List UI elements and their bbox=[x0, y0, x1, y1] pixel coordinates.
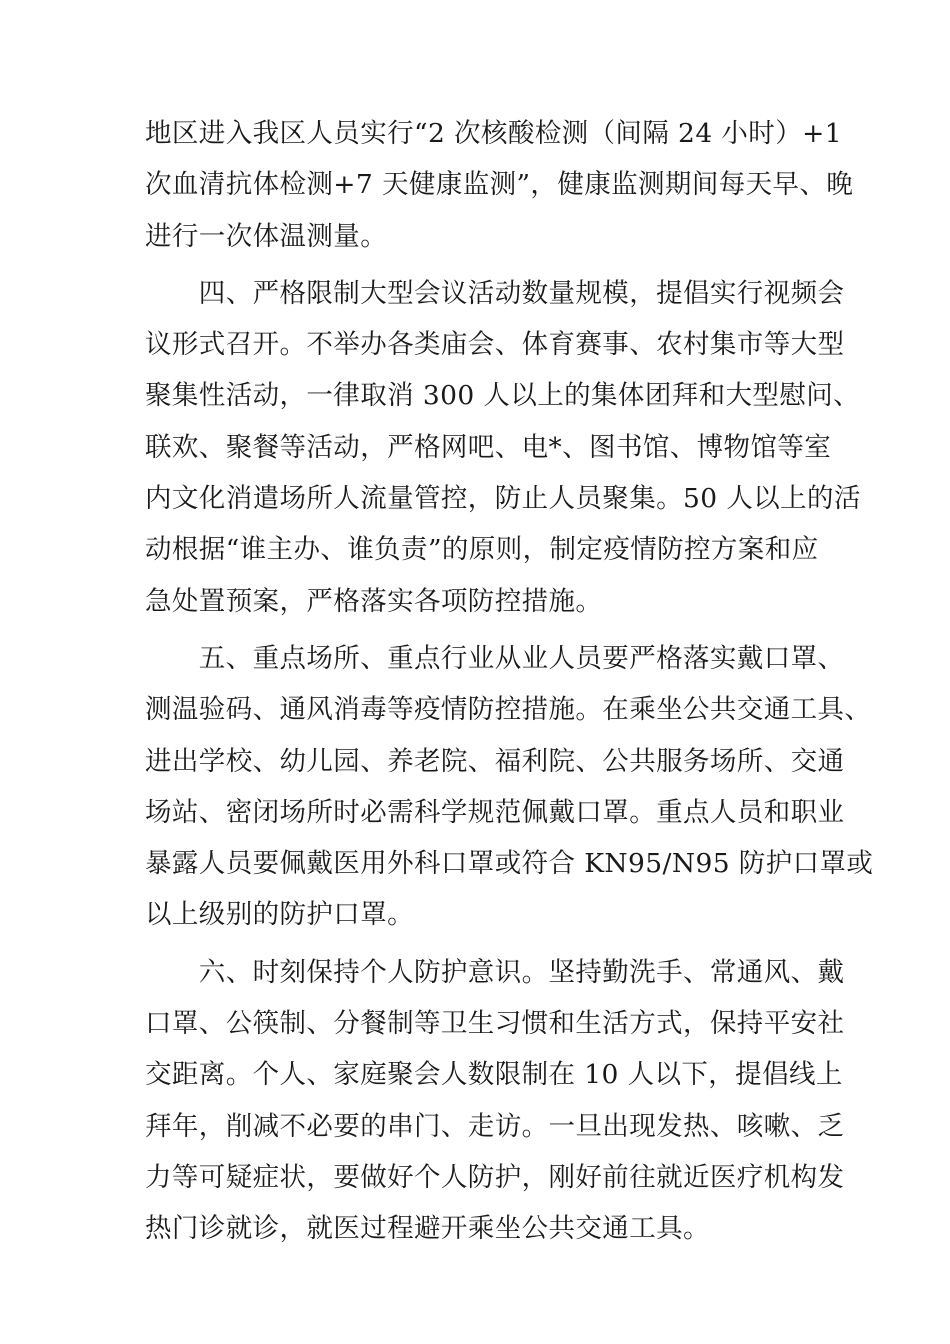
text-line: 聚集性活动，一律取消 300 人以上的集体团拜和大型慰问、 bbox=[145, 380, 861, 412]
paragraph-continued bbox=[145, 108, 854, 262]
text-line: 力等可疑症状，要做好个人防护，刚好前往就近医疗机构发 bbox=[145, 1161, 845, 1193]
text-line: 进出学校、幼儿园、养老院、福利院、公共服务场所、交通 bbox=[145, 745, 845, 777]
document-body bbox=[145, 108, 874, 1255]
text-line: 拜年，削减不必要的串门、走访。一旦出现发热、咳嗽、乏 bbox=[145, 1110, 845, 1142]
text-line: 四、严格限制大型会议活动数量规模，提倡实行视频会 bbox=[145, 277, 845, 309]
text-line: 急处置预案，严格落实各项防控措施。 bbox=[145, 585, 603, 617]
text-line: 交距离。个人、家庭聚会人数限制在 10 人以下，提倡线上 bbox=[145, 1059, 843, 1091]
paragraph-item-5 bbox=[145, 633, 874, 941]
text-line: 议形式召开。不举办各类庙会、体育赛事、农村集市等大型 bbox=[145, 329, 845, 361]
paragraph-item-4 bbox=[145, 268, 861, 627]
text-line: 场站、密闭场所时必需科学规范佩戴口罩。重点人员和职业 bbox=[145, 796, 845, 828]
text-line: 内文化消遣场所人流量管控，防止人员聚集。50 人以上的活 bbox=[145, 483, 861, 515]
text-line: 六、时刻保持个人防护意识。坚持勤洗手、常通风、戴 bbox=[145, 956, 845, 988]
text-line: 次血清抗体检测+7 天健康监测”，健康监测期间每天早、晚 bbox=[145, 169, 854, 201]
text-line: 以上级别的防护口罩。 bbox=[145, 899, 414, 931]
text-line: 口罩、公筷制、分餐制等卫生习惯和生活方式，保持平安社 bbox=[145, 1008, 845, 1040]
text-line: 热门诊就诊，就医过程避开乘坐公共交通工具。 bbox=[145, 1213, 710, 1245]
text-line: 进行一次体温测量。 bbox=[145, 220, 388, 252]
text-line: 暴露人员要佩戴医用外科口罩或符合 KN95/N95 防护口罩或 bbox=[145, 848, 874, 880]
text-line: 测温验码、通风消毒等疫情防控措施。在乘坐公共交通工具、 bbox=[145, 694, 872, 726]
text-line: 动根据“谁主办、谁负责”的原则，制定疫情防控方案和应 bbox=[145, 534, 819, 566]
paragraph-item-6 bbox=[145, 947, 845, 1255]
text-line: 联欢、聚餐等活动，严格网吧、电*、图书馆、博物馆等室 bbox=[145, 431, 832, 463]
text-line: 地区进入我区人员实行“2 次核酸检测（间隔 24 小时）+1 bbox=[145, 118, 842, 149]
text-line: 五、重点场所、重点行业从业人员要严格落实戴口罩、 bbox=[145, 642, 845, 674]
